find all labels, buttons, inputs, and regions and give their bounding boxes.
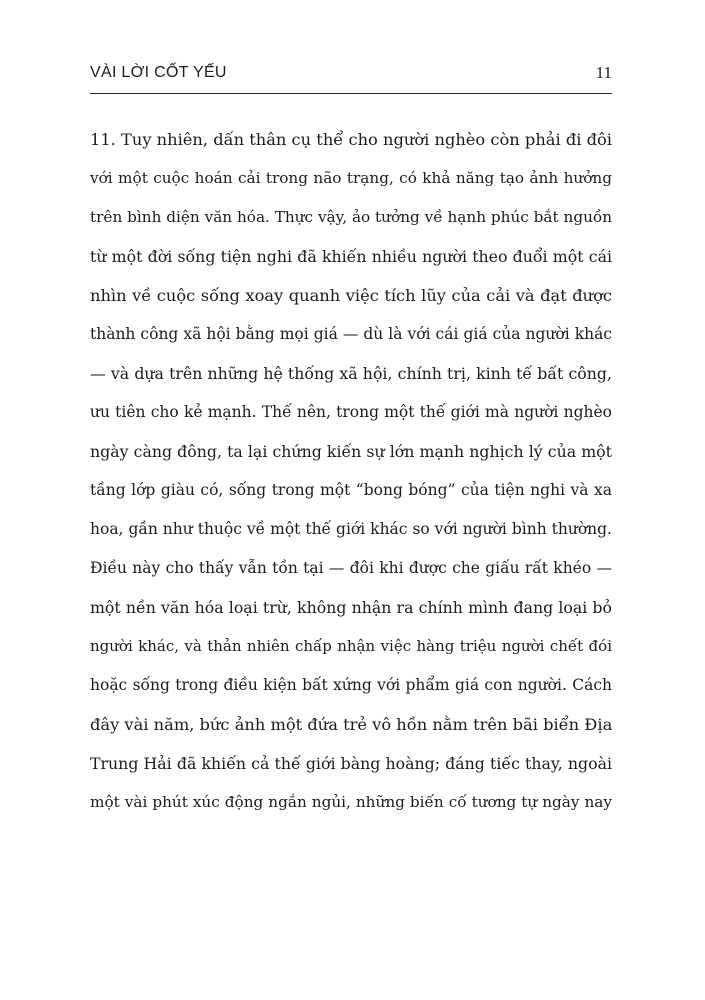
header-rule <box>90 93 612 94</box>
text-line: đây vài năm, bức ảnh một đứa trẻ vô hồn nằm trên bãi biển Địa <box>90 715 613 734</box>
running-title: VÀI LỜI CỐT YẾU <box>90 64 227 81</box>
text-line: — và dựa trên những hệ thống xã hội, chính trị, kinh tế bất công, <box>90 364 612 383</box>
text-line: Trung Hải đã khiến cả thế giới bàng hoàng; đáng tiếc thay, ngoài <box>90 754 612 773</box>
text-line: hoặc sống trong điều kiện bất xứng với phẩm giá con người. Cách <box>90 676 612 694</box>
text-line: nhìn về cuộc sống xoay quanh việc tích lũy của cải và đạt được <box>90 286 612 305</box>
text-line: thành công xã hội bằng mọi giá — dù là với cái giá của người khác <box>90 325 612 343</box>
text-line: từ một đời sống tiện nghi đã khiến nhiều người theo đuổi một cái <box>90 247 612 266</box>
page-number: 11 <box>595 63 612 82</box>
running-header <box>90 62 612 88</box>
body-paragraph <box>90 120 612 822</box>
text-line: trên bình diện văn hóa. Thực vậy, ảo tưởng về hạnh phúc bắt nguồn <box>90 208 613 226</box>
text-line: hoa, gần như thuộc về một thế giới khác so với người bình thường. <box>90 520 612 538</box>
text-line: ngày càng đông, ta lại chứng kiến sự lớn mạnh nghịch lý của một <box>90 442 612 461</box>
text-line: với một cuộc hoán cải trong não trạng, có khả năng tạo ảnh hưởng <box>90 169 612 187</box>
text-line: người khác, và thản nhiên chấp nhận việc hàng triệu người chết đói <box>90 637 612 655</box>
text-line: 11. Tuy nhiên, dấn thân cụ thể cho người nghèo còn phải đi đôi <box>90 130 612 149</box>
text-line: ưu tiên cho kẻ mạnh. Thế nên, trong một thế giới mà người nghèo <box>90 403 612 421</box>
text-line: tầng lớp giàu có, sống trong một “bong bóng” của tiện nghi và xa <box>90 481 612 499</box>
text-line: một vài phút xúc động ngắn ngủi, những biến cố tương tự ngày nay <box>90 793 612 811</box>
text-line: một nền văn hóa loại trừ, không nhận ra chính mình đang loại bỏ <box>90 598 612 617</box>
text-line: Điều này cho thấy vẫn tồn tại — đôi khi được che giấu rất khéo — <box>90 559 612 577</box>
